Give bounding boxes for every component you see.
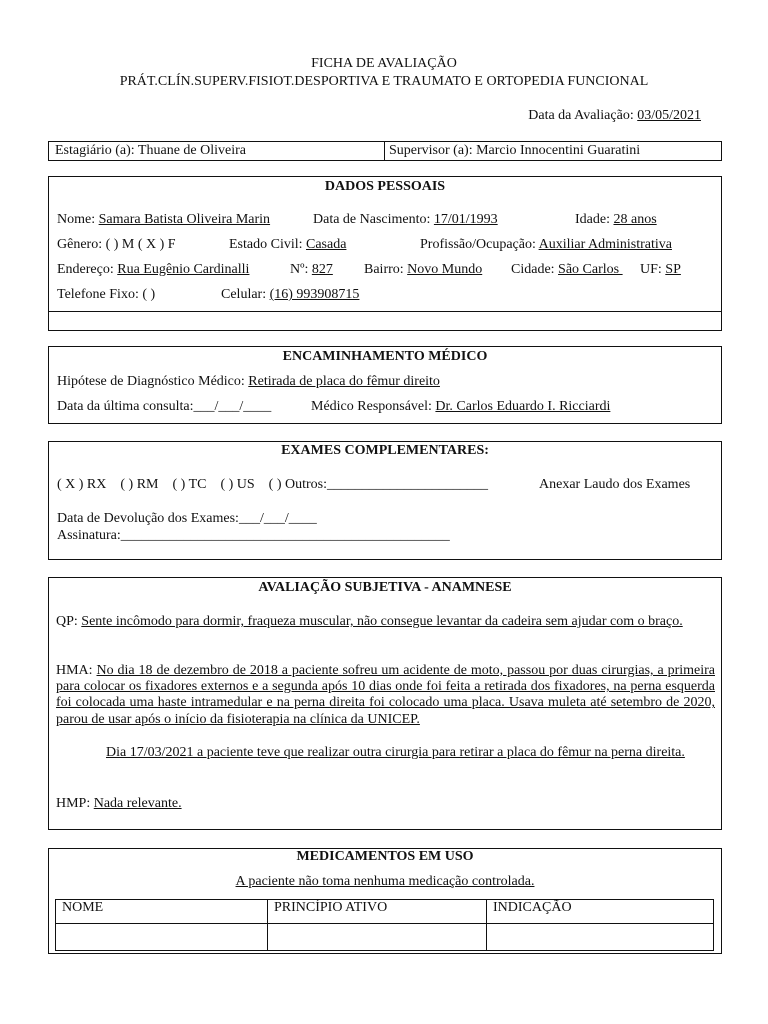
supervisor-name: Supervisor (a): Marcio Innocentini Guaratini: [389, 143, 641, 158]
anamnesis-heading: AVALIAÇÃO SUBJETIVA - ANAMNESE: [258, 580, 512, 595]
civil-status-label: Estado Civil:: [229, 237, 306, 252]
number-field: [290, 262, 333, 278]
evaluation-date-label: Data da Avaliação:: [528, 108, 638, 123]
uf-label: UF:: [640, 262, 666, 277]
col-header-name: NOME: [56, 900, 268, 924]
birth-value: 17/01/1993: [433, 212, 498, 227]
district-value: Novo Mundo: [407, 262, 483, 277]
number-label: Nº:: [290, 262, 312, 277]
referral-section: [48, 346, 722, 424]
cell-field: [221, 287, 359, 303]
signature-line: Assinatura:_______________________________________________: [57, 528, 450, 543]
medications-note: A paciente não toma nenhuma medicação controlada.: [235, 874, 535, 889]
civil-status-value: Casada: [306, 237, 347, 252]
phone-field: Telefone Fixo: ( ): [57, 287, 156, 302]
city-value: São Carlos: [558, 262, 623, 277]
medications-heading: MEDICAMENTOS EM USO: [296, 849, 474, 864]
city-label: Cidade:: [511, 262, 559, 277]
address-label: Endereço:: [57, 262, 118, 277]
staff-divider: [384, 142, 385, 160]
table-cell: [487, 924, 714, 951]
hma-value: No dia 18 de dezembro de 2018 a paciente sofreu um acidente de moto, passou por duas cirurgias, a primeira para colocar os fixadores externos e a segunda após 10 dias onde foi feita a retirada dos fixadores, na perna esquerda foi colocada uma haste intramedular e na perna direita foi colocado uma placa. Usava muleta até setembro de 2020, parou de usar após o início da fisioterapia na clínica da UNICEP.: [56, 663, 715, 727]
exam-return-date: Data de Devolução dos Exames:___/___/____: [57, 511, 317, 526]
personal-row-1: [57, 212, 270, 228]
form-title: FICHA DE AVALIAÇÃO: [311, 56, 457, 71]
staff-row: [48, 141, 722, 161]
hmp-paragraph: [56, 796, 182, 812]
cell-label: Celular:: [221, 287, 270, 302]
name-label: Nome:: [57, 212, 99, 227]
birth-label: Data de Nascimento:: [313, 212, 434, 227]
occupation-label: Profissão/Ocupação:: [420, 237, 539, 252]
hma-label: HMA:: [56, 663, 97, 678]
table-cell: [56, 924, 268, 951]
uf-value: SP: [665, 262, 681, 277]
age-value: 28 anos: [613, 212, 657, 227]
personal-data-heading: DADOS PESSOAIS: [324, 179, 446, 194]
evaluation-date: [528, 108, 701, 124]
gender-field: Gênero: ( ) M ( X ) F: [57, 237, 176, 252]
exams-heading: EXAMES COMPLEMENTARES:: [281, 443, 489, 458]
referral-heading: ENCAMINHAMENTO MÉDICO: [282, 349, 488, 364]
district-label: Bairro:: [364, 262, 408, 277]
attach-note: Anexar Laudo dos Exames: [539, 477, 691, 492]
number-value: 827: [311, 262, 333, 277]
city-field: [511, 262, 623, 278]
last-visit-field: Data da última consulta:___/___/____: [57, 399, 272, 414]
col-header-active-principle: PRINCÍPIO ATIVO: [268, 900, 487, 924]
hmp-label: HMP:: [56, 796, 94, 811]
medications-table: [55, 899, 714, 951]
birth-field: [313, 212, 498, 228]
doctor-field: [311, 399, 610, 415]
col-header-indication: INDICAÇÃO: [487, 900, 714, 924]
form-subtitle: PRÁT.CLÍN.SUPERV.FISIOT.DESPORTIVA E TRAUMATO E ORTOPEDIA FUNCIONAL: [119, 74, 649, 89]
diagnosis-label: Hipótese de Diagnóstico Médico:: [57, 374, 249, 389]
civil-status-field: [229, 237, 346, 253]
address-field: [57, 262, 249, 278]
age-label: Idade:: [575, 212, 614, 227]
hma2-value: Dia 17/03/2021 a paciente teve que realizar outra cirurgia para retirar a placa do fêmur na perna direita.: [106, 745, 685, 760]
personal-data-section: [48, 176, 722, 331]
district-field: [364, 262, 482, 278]
hmp-value: Nada relevante.: [93, 796, 182, 811]
hma2-paragraph: [56, 745, 715, 761]
occupation-field: [420, 237, 672, 253]
intern-name: Estagiário (a): Thuane de Oliveira: [55, 143, 246, 158]
name-value: Samara Batista Oliveira Marin: [98, 212, 271, 227]
qp-label: QP:: [56, 614, 82, 629]
medications-header-row: [56, 900, 714, 924]
age-field: [575, 212, 657, 228]
cell-value: (16) 993908715: [269, 287, 360, 302]
doctor-value: Dr. Carlos Eduardo I. Ricciardi: [435, 399, 611, 414]
evaluation-date-value: 03/05/2021: [637, 108, 701, 123]
hma-paragraph: [56, 663, 715, 728]
occupation-value: Auxiliar Administrativa: [538, 237, 672, 252]
personal-bottom-divider: [49, 311, 721, 312]
doctor-label: Médico Responsável:: [311, 399, 436, 414]
diagnosis-field: [57, 374, 440, 390]
exam-options: ( X ) RX ( ) RM ( ) TC ( ) US ( ) Outros:_______________________: [57, 477, 488, 492]
diagnosis-value: Retirada de placa do fêmur direito: [248, 374, 440, 389]
medications-section: [48, 848, 722, 954]
qp-paragraph: [56, 613, 715, 630]
table-cell: [268, 924, 487, 951]
medications-empty-row: [56, 924, 714, 951]
uf-field: [640, 262, 681, 278]
qp-value: Sente incômodo para dormir, fraqueza muscular, não consegue levantar da cadeira sem ajudar com o braço.: [81, 614, 683, 629]
address-value: Rua Eugênio Cardinalli: [117, 262, 250, 277]
anamnesis-section: [48, 577, 722, 830]
exams-section: [48, 441, 722, 560]
